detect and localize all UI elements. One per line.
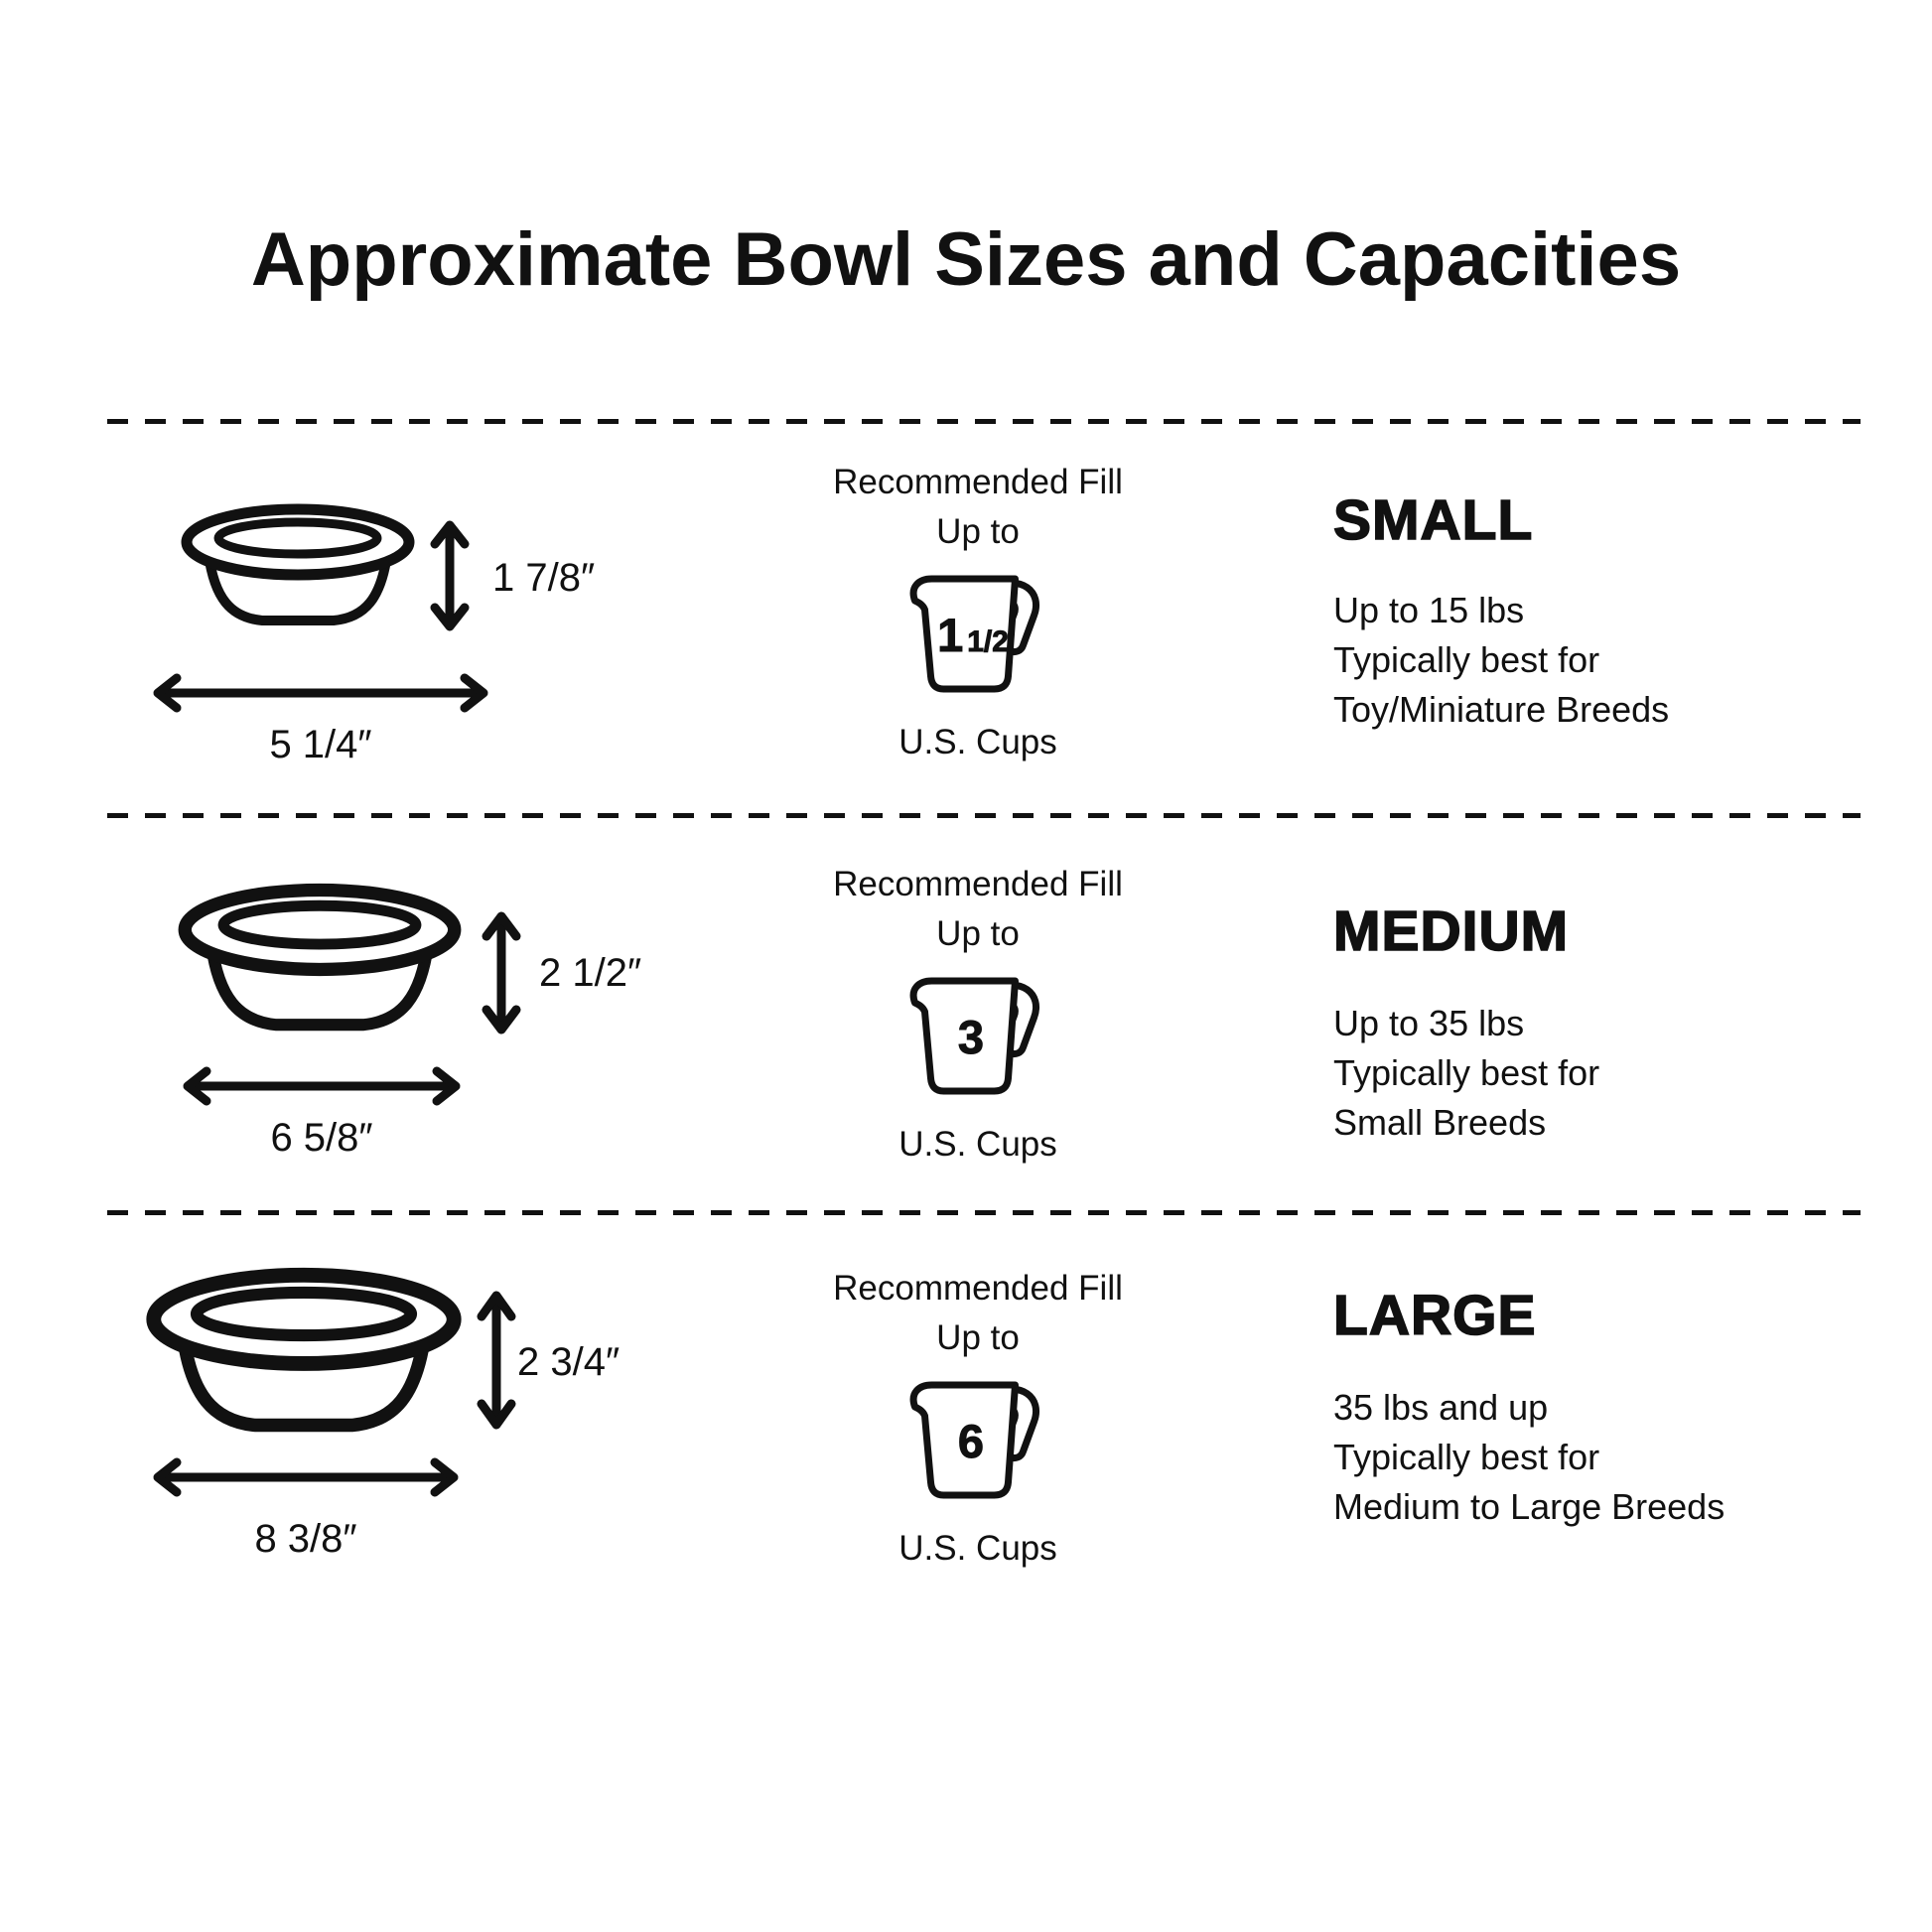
width-dimension-arrow-icon (147, 1455, 465, 1499)
breed-recommendation-line2: Medium to Large Breeds (1333, 1486, 1725, 1527)
width-dimension-arrow-icon (177, 1064, 467, 1108)
size-heading: SMALL (1333, 488, 1534, 552)
recommended-fill-heading: Recommended Fill (833, 865, 1123, 903)
recommended-fill-subheading: Up to (936, 914, 1020, 953)
page-title: Approximate Bowl Sizes and Capacities (250, 217, 1682, 302)
weight-range-label: 35 lbs and up (1333, 1387, 1549, 1428)
bowl-height-label: 1 7/8″ (492, 556, 596, 600)
bowl-side-view-icon (175, 882, 465, 1040)
bowl-width-label: 5 1/4″ (269, 723, 372, 766)
breed-recommendation-line1: Typically best for (1333, 1052, 1600, 1093)
breed-recommendation-line2: Toy/Miniature Breeds (1333, 689, 1670, 730)
recommended-fill-heading: Recommended Fill (833, 1269, 1123, 1308)
divider-dashed-line (107, 813, 1861, 818)
cup-capacity-whole: 3 (957, 1011, 985, 1063)
size-description (1333, 1383, 1725, 1532)
bowl-height-label: 2 1/2″ (539, 951, 642, 995)
cup-unit-label: U.S. Cups (898, 723, 1057, 761)
cup-capacity-whole: 6 (957, 1415, 985, 1467)
cup-unit-label: U.S. Cups (898, 1529, 1057, 1568)
height-dimension-arrow-icon (480, 905, 523, 1040)
cup-capacity-fraction: 1/2 (967, 625, 1009, 658)
width-dimension-arrow-icon (147, 671, 494, 715)
divider-dashed-line (107, 419, 1861, 424)
recommended-fill-subheading: Up to (936, 1318, 1020, 1357)
cup-unit-label: U.S. Cups (898, 1125, 1057, 1164)
recommended-fill-subheading: Up to (936, 512, 1020, 551)
bowl-width-label: 6 5/8″ (270, 1116, 373, 1160)
weight-range-label: Up to 15 lbs (1333, 590, 1525, 630)
bowl-side-view-icon (143, 1263, 465, 1446)
cup-capacity-value (903, 1006, 1042, 1069)
size-heading: LARGE (1333, 1284, 1537, 1347)
breed-recommendation-line1: Typically best for (1333, 1437, 1600, 1477)
breed-recommendation-line1: Typically best for (1333, 639, 1600, 680)
bowl-width-label: 8 3/8″ (254, 1517, 357, 1561)
size-description (1333, 999, 1599, 1148)
recommended-fill-heading: Recommended Fill (833, 463, 1123, 501)
size-heading: MEDIUM (1333, 899, 1570, 963)
size-description (1333, 586, 1669, 735)
cup-capacity-value (903, 1410, 1042, 1473)
bowl-height-label: 2 3/4″ (517, 1340, 621, 1384)
bowl-side-view-icon (179, 502, 417, 633)
height-dimension-arrow-icon (474, 1285, 519, 1436)
divider-dashed-line (107, 1210, 1861, 1215)
cup-capacity-value (903, 604, 1042, 667)
height-dimension-arrow-icon (428, 514, 472, 637)
cup-capacity-whole: 1 (937, 609, 964, 661)
breed-recommendation-line2: Small Breeds (1333, 1102, 1547, 1143)
weight-range-label: Up to 35 lbs (1333, 1003, 1525, 1043)
